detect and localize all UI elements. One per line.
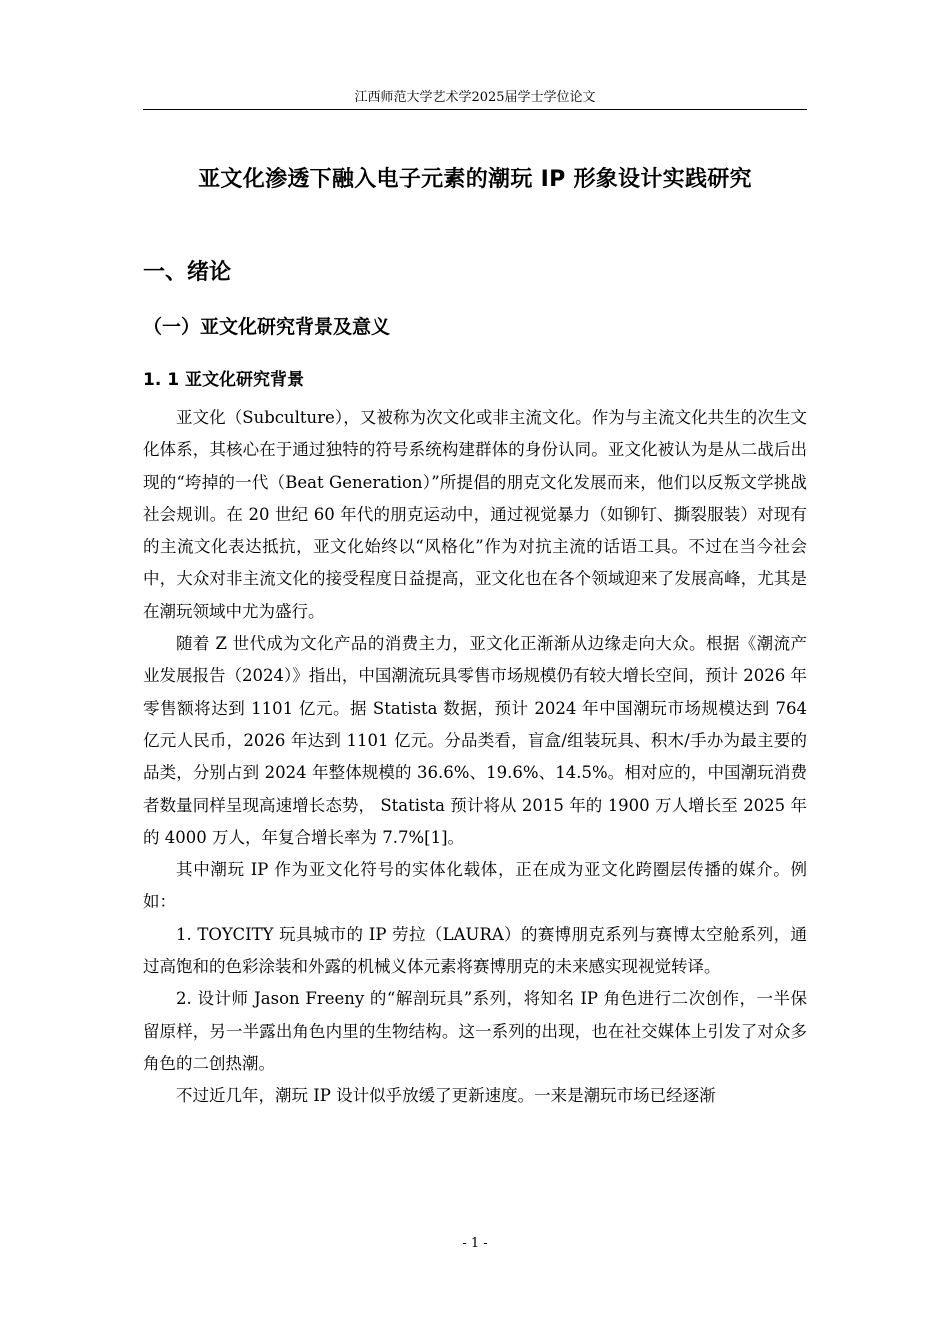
paragraph-4: 不过近几年，潮玩 IP 设计似乎放缓了更新速度。一来是潮玩市场已经逐渐	[176, 1086, 716, 1106]
paragraph-2: 随着 Z 世代成为文化产品的消费主力，亚文化正渐渐从边缘走向大众。根据《潮流产业发展报告（2024）》指出，中国潮流玩具零售市场规模仍有较大增长空间，预计 2026 年零售额将达到 1101 亿元。据 Statista 数据，预计 2024 年中国潮玩市场规模达到 764 亿元人民币，2026 年达到 1101 亿元。分品类看，盲盒/组装玩具、积木/手办为最主要的品类，分别占到 2024 年整体规模的 36.6%、19.6%、14.5%。相对应的，中国潮玩消费者数量同样呈现高速增长态势， Statista 预计将从 2015 年的 1900 万人增长至 2025 年的 4000 万人，年复合增长率为 7.7%[1]。	[143, 634, 807, 847]
body-text	[143, 402, 807, 1113]
list-item-2: 2. 设计师 Jason Freeny 的“解剖玩具”系列，将知名 IP 角色进行二次创作，一半保留原样，另一半露出角色内里的生物结构。这一系列的出现，也在社交媒体上引发了对众多角色的二创热潮。	[143, 989, 807, 1073]
section-heading: 一、绪论	[143, 260, 232, 285]
paragraph-3: 其中潮玩 IP 作为亚文化符号的实体化载体，正在成为亚文化跨圈层传播的媒介。例如：	[143, 860, 807, 912]
running-header: 江西师范大学艺术学2025届学士学位论文	[354, 90, 596, 105]
page-number: - 1 -	[462, 1236, 488, 1251]
paragraph-1: 亚文化（Subculture），又被称为次文化或非主流文化。作为与主流文化共生的次生文化体系，其核心在于通过独特的符号系统构建群体的身份认同。亚文化被认为是从二战后出现的“垮掉的一代（Beat Generation）”所提倡的朋克文化发展而来，他们以反叛文学挑战社会规训。在 20 世纪 60 年代的朋克运动中，通过视觉暴力（如铆钉、撕裂服装）对现有的主流文化表达抵抗，亚文化始终以“风格化”作为对抗主流的话语工具。不过在当今社会中，大众对非主流文化的接受程度日益提高，亚文化也在各个领域迎来了发展高峰，尤其是在潮玩领域中尤为盛行。	[143, 408, 807, 621]
subsubsection-heading: 1. 1 亚文化研究背景	[143, 370, 304, 390]
document-title: 亚文化渗透下融入电子元素的潮玩 IP 形象设计实践研究	[198, 167, 752, 192]
subsection-heading: （一）亚文化研究背景及意义	[143, 316, 391, 338]
list-item-1: 1. TOYCITY 玩具城市的 IP 劳拉（LAURA）的赛博朋克系列与赛博太空舱系列，通过高饱和的色彩涂装和外露的机械义体元素将赛博朋克的未来感实现视觉转译。	[143, 924, 807, 977]
header-divider	[143, 109, 807, 110]
